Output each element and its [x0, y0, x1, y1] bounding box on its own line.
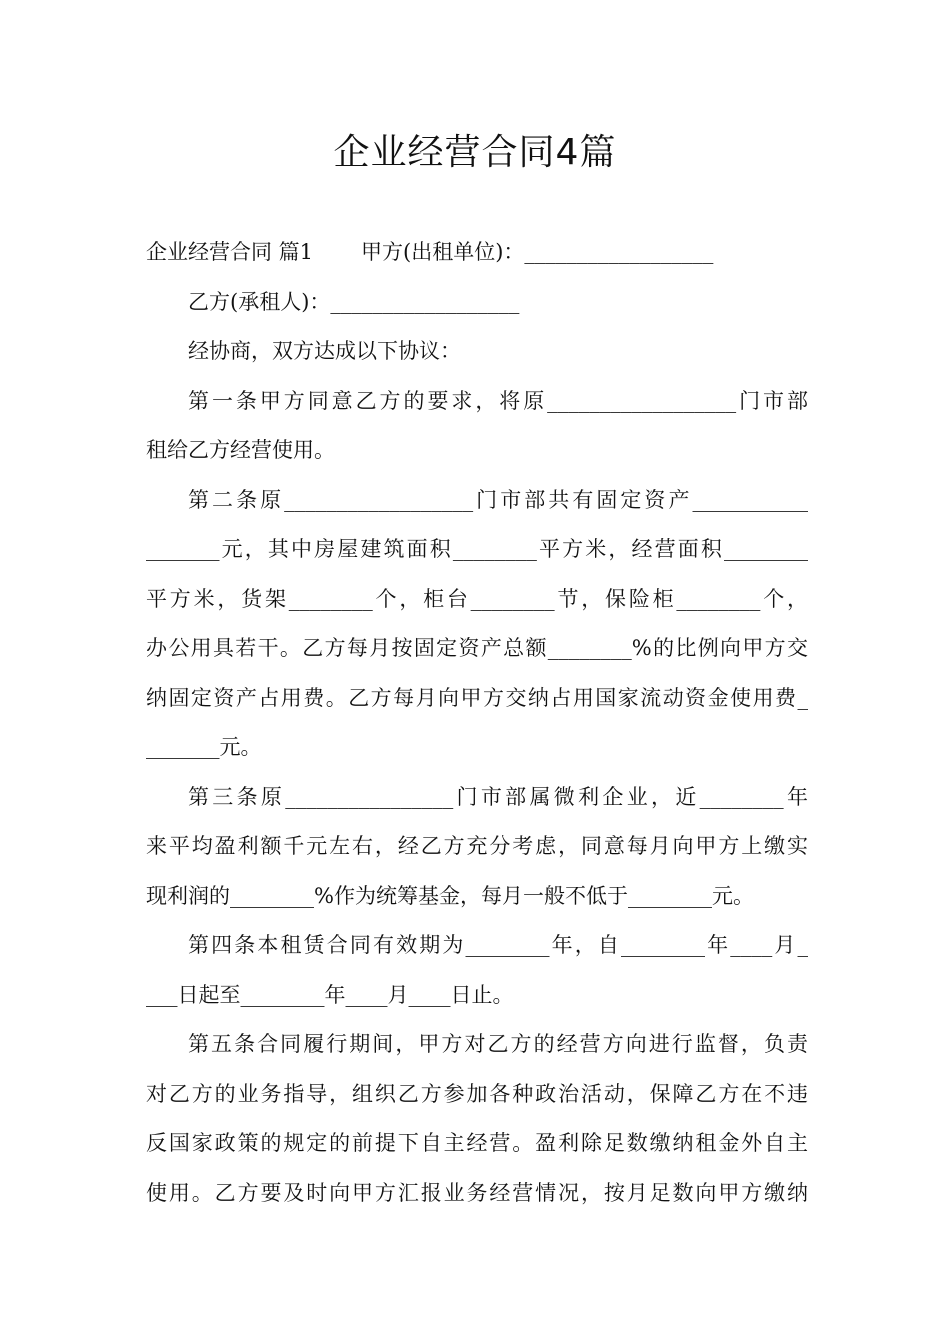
article-2-line: 平方米，货架________个，柜台________节，保险柜________个，: [146, 586, 808, 611]
article-5-line: 对乙方的业务指导，组织乙方参加各种政治活动，保障乙方在不违: [146, 1081, 808, 1106]
article-2-line: 第二条原__________________门市部共有固定资产___________: [188, 487, 808, 512]
article-5-line: 反国家政策的规定的前提下自主经营。盈利除足数缴纳租金外自主: [146, 1131, 808, 1155]
document-title: 企业经营合同4篇: [333, 132, 617, 173]
paragraph-line: 经协商，双方达成以下协议：: [188, 339, 461, 363]
article-5-line: 使用。乙方要及时向甲方汇报业务经营情况，按月足数向甲方缴纳: [146, 1180, 808, 1205]
party-a-field: 甲方(出租单位)：__________________: [361, 240, 714, 264]
article-1-line: 租给乙方经营使用。: [146, 438, 335, 462]
article-1-line: 第一条甲方同意乙方的要求，将原__________________门市部: [188, 388, 808, 413]
article-4-line: 第四条本租赁合同有效期为________年，自________年____月_: [188, 933, 808, 957]
article-3-line: 现利润的________%作为统筹基金，每月一般不低于________元。: [146, 883, 754, 908]
article-2-line: 办公用具若干。乙方每月按固定资产总额________%的比例向甲方交: [146, 636, 808, 660]
document-body: [146, 228, 808, 1218]
article-3-line: 第三条原________________门市部属微利企业，近________年: [188, 784, 808, 809]
article-2-line: _______元，其中房屋建筑面积________平方米，经营面积________: [146, 537, 808, 561]
article-2-line: 纳固定资产占用费。乙方每月向甲方交纳占用国家流动资金使用费_: [146, 685, 808, 710]
party-b-field: 乙方(承租人)：__________________: [188, 289, 520, 314]
paragraph-line: [146, 228, 808, 278]
contract-heading: 企业经营合同 篇1: [146, 240, 314, 264]
article-4-line: ___日起至________年____月____日止。: [146, 982, 514, 1007]
article-3-line: 来平均盈利额千元左右，经乙方充分考虑，同意每月向甲方上缴实: [146, 834, 808, 858]
article-5-line: 第五条合同履行期间，甲方对乙方的经营方向进行监督，负责: [188, 1032, 808, 1056]
article-2-line: _______元。: [146, 735, 262, 759]
